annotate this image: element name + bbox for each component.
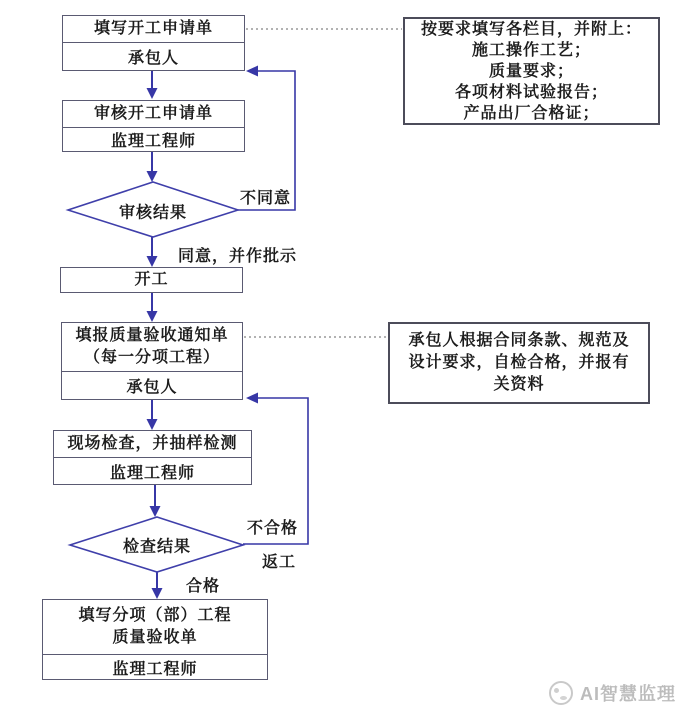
feedback-arrow-disagree	[246, 66, 258, 77]
step-fill-quality-acceptance-form	[42, 599, 268, 680]
label-unqualified: 不合格	[247, 520, 299, 537]
label-rework: 返工	[262, 554, 297, 571]
watermark	[549, 680, 676, 706]
note-line: 按要求填写各栏目，并附上：	[420, 20, 642, 38]
step-title-line1: 填写分项（部）工程	[78, 607, 232, 625]
watermark-logo-icon	[549, 681, 573, 705]
step-title: 开工	[134, 271, 169, 289]
note-contractor-self-check	[388, 322, 650, 404]
watermark-label: AI智慧监理	[580, 684, 676, 704]
label-disagree: 不同意	[240, 190, 292, 207]
step-actor: 监理工程师	[109, 464, 195, 482]
step-title: 现场检查，并抽样检测	[54, 431, 251, 458]
note-line: 质量要求；	[488, 62, 574, 80]
step-title-line2: （每一分项工程）	[83, 349, 220, 366]
decision-review-result-label: 审核结果	[118, 204, 188, 222]
step-title-line1: 填报质量验收通知单	[75, 327, 229, 345]
label-agree-with-approval: 同意，并作批示	[178, 248, 298, 265]
step-fill-start-application	[62, 15, 245, 71]
step-title-line2: 质量验收单	[112, 629, 198, 646]
step-title: 填写开工申请单	[63, 16, 244, 43]
step-actor: 承包人	[126, 379, 178, 396]
step-actor: 监理工程师	[110, 133, 196, 150]
note-line: 施工操作工艺；	[471, 41, 591, 59]
label-qualified: 合格	[186, 578, 221, 595]
step-review-start-application	[62, 100, 245, 152]
step-title	[62, 323, 242, 372]
decision-inspection-result-label: 检查结果	[122, 538, 192, 556]
step-title: 审核开工申请单	[63, 101, 244, 128]
note-text: 承包人根据合同条款、规范及设计要求，自检合格，并报有关资料	[408, 332, 630, 393]
step-site-inspection-sampling	[53, 430, 252, 485]
note-line: 各项材料试验报告；	[454, 83, 608, 101]
note-line: 产品出厂合格证；	[463, 104, 600, 122]
step-actor: 监理工程师	[112, 660, 198, 678]
feedback-arrow-rework	[246, 393, 258, 404]
step-submit-quality-acceptance-notice	[61, 322, 243, 400]
step-title	[43, 600, 267, 655]
note-fill-requirements	[403, 17, 660, 125]
step-actor: 承包人	[127, 50, 179, 67]
step-start-work	[60, 267, 243, 293]
